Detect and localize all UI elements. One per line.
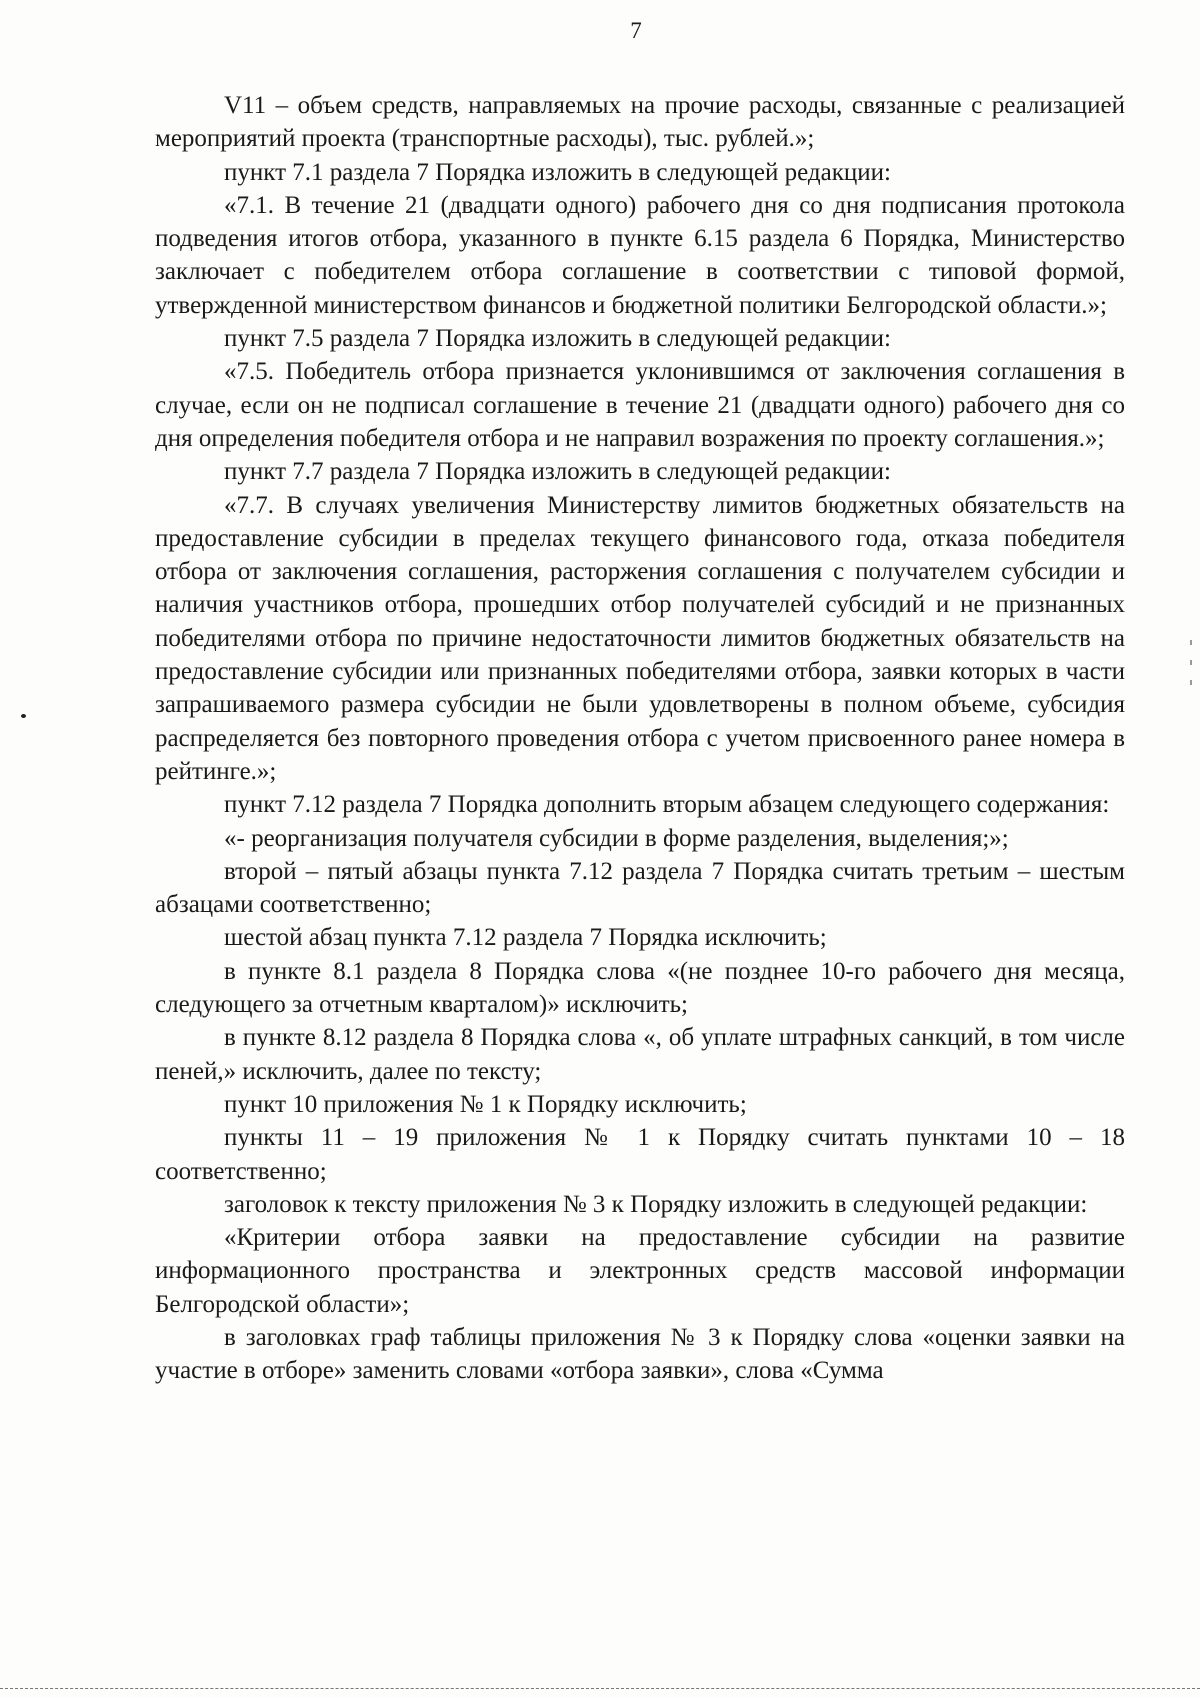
paragraph: пункт 7.5 раздела 7 Порядка изложить в следующей редакции:: [224, 325, 891, 353]
paragraph: пункт 7.1 раздела 7 Порядка изложить в следующей редакции:: [224, 158, 891, 186]
paragraph: пункты 11 – 19 приложения № 1 к Порядку считать пунктами 10 – 18 соответственно;: [155, 1124, 1125, 1185]
paragraph: пункт 7.12 раздела 7 Порядка дополнить вторым абзацем следующего содержания:: [224, 791, 1110, 819]
page-number: 7: [630, 18, 642, 43]
scan-edge-line: [0, 1688, 1200, 1689]
paragraph: «- реорганизация получателя субсидии в форме разделения, выделения;»;: [224, 824, 1009, 852]
scan-mark: [1190, 660, 1192, 665]
paragraph: «Критерии отбора заявки на предоставление субсидии на развитие информационного пространства и электронных средств массовой информации Белгородской области»;: [155, 1224, 1125, 1318]
paragraph: заголовок к тексту приложения № 3 к Порядку изложить в следующей редакции:: [224, 1190, 1088, 1218]
paragraph: «7.7. В случаях увеличения Министерству лимитов бюджетных обязательств на предоставление субсидии в пределах текущего финансового года, отказа победителя отбора от заключения соглашения, расторжения соглашения с получателем субсидии и наличия участников отбора, прошедших отбор получателей субсидий и не признанных победителями отбора по причине недостаточности лимитов бюджетных обязательств на предоставление субсидии или признанных победителями отбора, заявки которых в части запрашиваемого размера субсидии не были удовлетворены в полном объеме, субсидия распределяется без повторного проведения отбора с учетом присвоенного ранее номера в рейтинге.»;: [155, 491, 1125, 785]
scan-mark: [1190, 640, 1192, 645]
document-body: [155, 89, 1125, 1388]
paragraph: в заголовках граф таблицы приложения № 3 к Порядку слова «оценки заявки на участие в отборе» заменить словами «отбора заявки», слова «Сумма: [155, 1323, 1125, 1385]
paragraph: в пункте 8.1 раздела 8 Порядка слова «(не позднее 10-го рабочего дня месяца, следующего за отчетным кварталом)» исключить;: [155, 957, 1125, 1019]
scan-mark: [1190, 680, 1192, 685]
paragraph: шестой абзац пункта 7.12 раздела 7 Порядка исключить;: [224, 924, 827, 952]
scan-speck: [21, 714, 26, 718]
paragraph: «7.5. Победитель отбора признается уклонившимся от заключения соглашения в случае, если он не подписал соглашение в течение 21 (двадцати одного) рабочего дня со дня определения победителя отбора и не направил возражения по проекту соглашения.»;: [155, 358, 1125, 452]
paragraph: второй – пятый абзацы пункта 7.12 раздела 7 Порядка считать третьим – шестым абзацами соответственно;: [155, 857, 1125, 919]
paragraph: V11 – объем средств, направляемых на прочие расходы, связанные с реализацией мероприятий проекта (транспортные расходы), тыс. рублей.»;: [155, 92, 1125, 153]
paragraph: пункт 10 приложения № 1 к Порядку исключить;: [224, 1090, 747, 1118]
paragraph: в пункте 8.12 раздела 8 Порядка слова «, об уплате штрафных санкций, в том числе пеней,» исключить, далее по тексту;: [155, 1024, 1125, 1085]
paragraph: пункт 7.7 раздела 7 Порядка изложить в следующей редакции:: [224, 458, 891, 486]
paragraph: «7.1. В течение 21 (двадцати одного) рабочего дня со дня подписания протокола подведения итогов отбора, указанного в пункте 6.15 раздела 6 Порядка, Министерство заключает с победителем отбора соглашение в соответствии с типовой формой, утвержденной министерством финансов и бюджетной политики Белгородской области.»;: [155, 191, 1125, 319]
